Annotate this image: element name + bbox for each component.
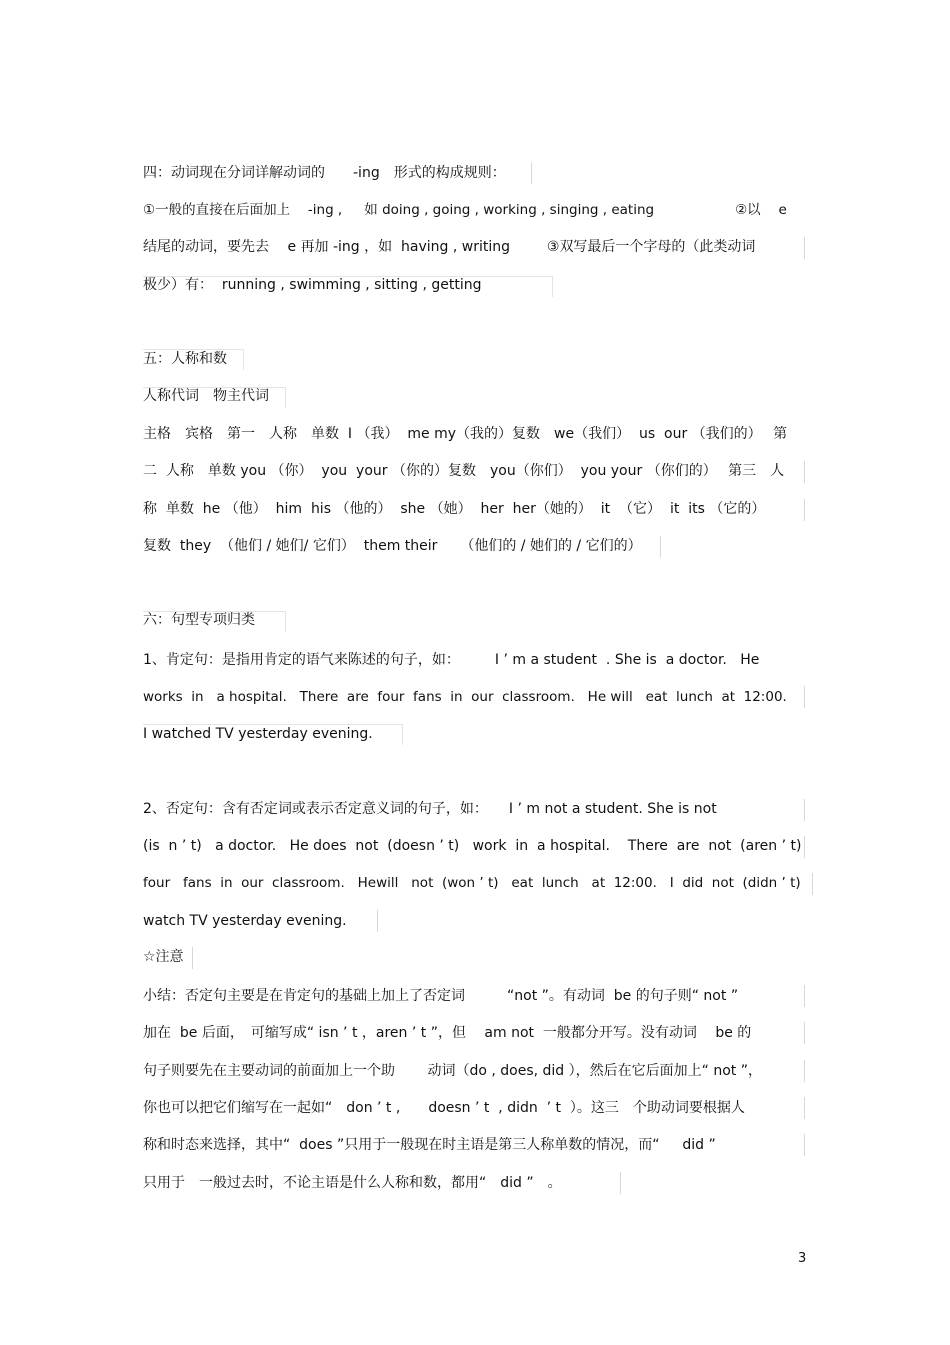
negative-line-1: 2、否定句：含有否定词或表示否定意义词的句子，如： I ’ m not a student. She is not xyxy=(143,801,717,817)
section-5-heading: 五：人称和数 xyxy=(143,351,227,367)
section-4-line-3: 极少）有： running , swimming , sitting , getting xyxy=(143,277,482,293)
text-frame-edge xyxy=(143,611,286,632)
text-frame-edge xyxy=(804,1097,805,1119)
text-frame-edge xyxy=(804,1134,805,1156)
text-frame-edge xyxy=(804,499,805,521)
affirmative-line-1: 1、肯定句：是指用肯定的语气来陈述的句子，如： I ’ m a student . She is a doctor. He xyxy=(143,652,760,668)
text-frame-edge xyxy=(804,985,805,1007)
summary-line-4: 你也可以把它们缩写在一起如“ don ’ t , doesn ’ t , didn ’ t ）。这三 个助动词要根据人 xyxy=(143,1100,745,1116)
affirmative-line-3: I watched TV yesterday evening. xyxy=(143,726,373,742)
text-frame-edge xyxy=(143,724,403,745)
text-frame-edge xyxy=(804,461,805,483)
text-frame-edge xyxy=(804,836,805,858)
summary-line-6: 只用于 一般过去时，不论主语是什么人称和数，都用“ did ” 。 xyxy=(143,1175,562,1191)
text-frame-edge xyxy=(143,349,244,370)
text-frame-edge xyxy=(377,910,378,932)
summary-line-1: 小结：否定句主要是在肯定句的基础上加上了否定词 “not ”。有动词 be 的句子则“ not ” xyxy=(143,988,739,1004)
summary-line-5: 称和时态来选择，其中“ does ”只用于一般现在时主语是第三人称单数的情况，而“ did ” xyxy=(143,1137,716,1153)
section-5-line-1: 主格 宾格 第一 人称 单数 I （我） me my（我的）复数 we（我们） us our （我们的） 第 xyxy=(143,426,788,442)
section-5-line-3: 称 单数 he （他） him his （他的） she （她） her her（她的） it （它） it its （它的） xyxy=(143,501,766,517)
text-frame-edge xyxy=(804,1022,805,1044)
negative-line-3: four fans in our classroom. Hewill not (won ’ t) eat lunch at 12:00. I did not (didn ’ t) xyxy=(143,875,801,891)
text-frame-edge xyxy=(804,686,805,708)
section-5-line-2: 二 人称 单数 you （你） you your （你的）复数 you（你们） you your （你们的） 第三 人 xyxy=(143,463,785,479)
section-5-line-4: 复数 they （他们 / 她们/ 它们） them their （他们的 / 她们的 / 它们的） xyxy=(143,538,642,554)
text-frame-edge xyxy=(531,162,532,184)
text-frame-edge xyxy=(143,387,286,408)
text-frame-edge xyxy=(804,799,805,821)
page-number: 3 xyxy=(798,1251,807,1266)
negative-line-4: watch TV yesterday evening. xyxy=(143,913,347,929)
negative-line-2: (is n ’ t) a doctor. He does not (doesn ’ t) work in a hospital. There are not (aren ’ t) xyxy=(143,838,802,854)
section-4-line-2: 结尾的动词，要先去 e 再加 -ing ，如 having , writing ③双写最后一个字母的（此类动词 xyxy=(143,239,756,255)
text-frame-edge xyxy=(620,1172,621,1194)
text-frame-edge xyxy=(192,947,193,969)
note-heading: ☆注意 xyxy=(143,949,184,965)
section-6-heading: 六：句型专项归类 xyxy=(143,612,255,628)
section-5-subheading: 人称代词 物主代词 xyxy=(143,388,269,404)
text-frame-edge xyxy=(143,276,553,297)
text-frame-edge xyxy=(804,1060,805,1082)
summary-line-2: 加在 be 后面， 可缩写成“ isn ’ t ，aren ’ t ”，但 am not 一般都分开写。没有动词 be 的 xyxy=(143,1025,752,1041)
affirmative-line-2: works in a hospital. There are four fans in our classroom. He will eat lunch at 12:00. xyxy=(143,689,787,705)
text-frame-edge xyxy=(660,536,661,558)
text-frame-edge xyxy=(812,873,813,895)
section-4-line-1: ①一般的直接在后面加上 -ing , 如 doing , going , working , singing , eating ②以 e xyxy=(143,202,787,218)
text-frame-edge xyxy=(804,237,805,259)
section-4-heading: 四：动词现在分词详解动词的 -ing 形式的构成规则： xyxy=(143,165,506,181)
summary-line-3: 句子则要先在主要动词的前面加上一个助 动词（do , does, did ），然后在它后面加上“ not ”， xyxy=(143,1063,762,1079)
